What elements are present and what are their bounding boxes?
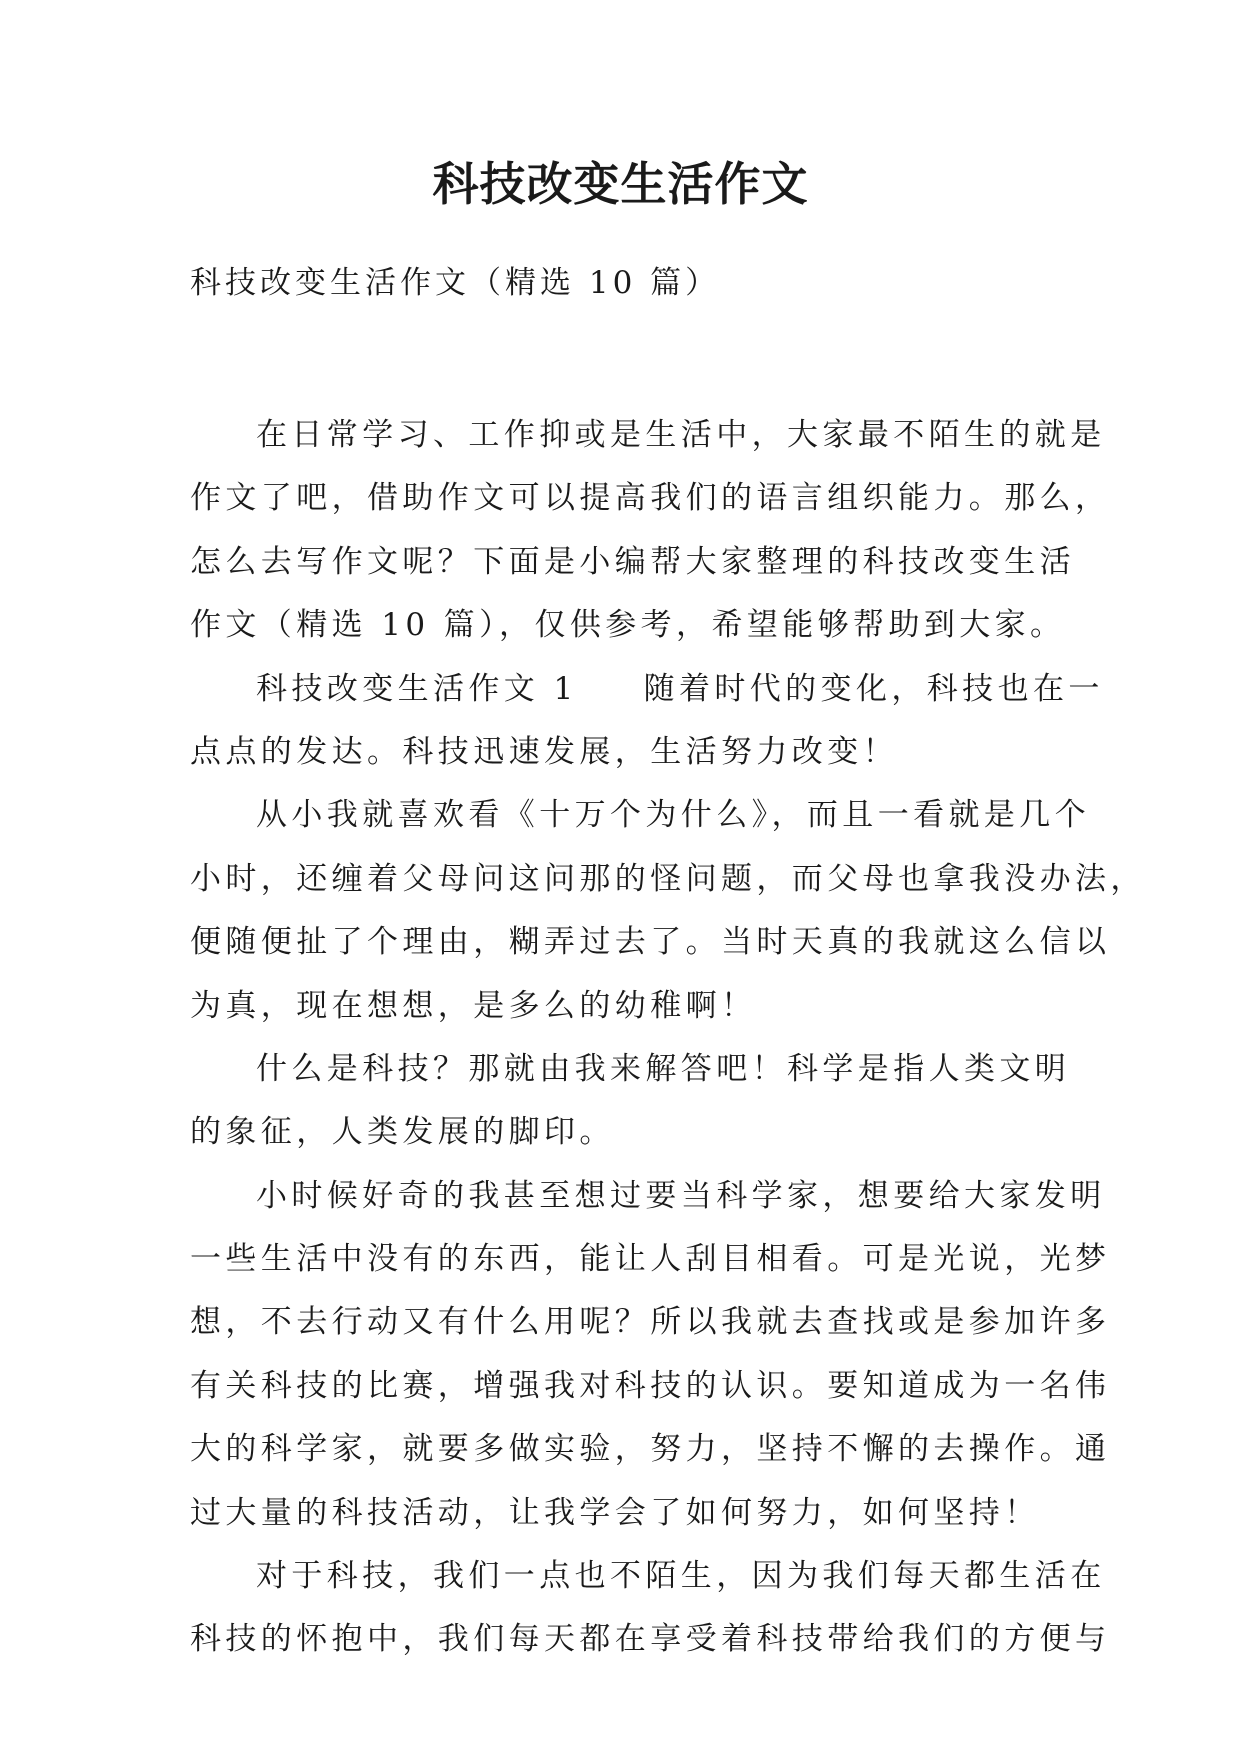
text-line xyxy=(190,1355,1111,1418)
text-line-content: 有关科技的比赛，增强我对科技的认识。要知道成为一名伟 xyxy=(190,1367,1111,1404)
text-line-content: 怎么去写作文呢？下面是小编帮大家整理的科技改变生活 xyxy=(190,543,1075,580)
text-line xyxy=(190,1228,1111,1291)
text-line xyxy=(190,1418,1111,1481)
text-line-content: 为真，现在想想，是多么的幼稚啊！ xyxy=(190,987,757,1024)
text-line xyxy=(190,1482,1065,1545)
text-line-content: 小时，还缠着父母问这问那的怪问题，而父母也拿我没办法， xyxy=(190,860,1146,897)
text-line-content: 作文了吧，借助作文可以提高我们的语言组织能力。那么， xyxy=(190,480,1111,517)
document-subtitle: 科技改变生活作文（精选 10 篇） xyxy=(190,265,721,301)
text-line-content: 随着时代的变化，科技也在一 xyxy=(643,670,1104,707)
text-line xyxy=(190,658,1104,721)
text-line-content: 过大量的科技活动，让我学会了如何努力，如何坚持！ xyxy=(190,1494,1040,1531)
text-line xyxy=(190,911,1111,974)
document-title: 科技改变生活作文 xyxy=(432,157,809,211)
text-line xyxy=(190,1545,1106,1608)
text-line xyxy=(190,404,1106,467)
text-line xyxy=(190,467,1111,530)
text-line-content: 想，不去行动又有什么用呢？所以我就去查找或是参加许多 xyxy=(190,1304,1111,1341)
text-line xyxy=(190,848,1146,911)
text-line-content: 作文（精选 10 篇），仅供参考，希望能够帮助到大家。 xyxy=(190,607,1066,644)
text-line-content: 的象征，人类发展的脚印。 xyxy=(190,1114,615,1151)
text-line xyxy=(190,975,1065,1038)
document-body xyxy=(190,404,1146,1672)
text-line-content: 小时候好奇的我甚至想过要当科学家，想要给大家发明 xyxy=(256,1177,1106,1214)
text-line xyxy=(190,531,1075,594)
text-line xyxy=(190,594,1065,657)
text-line xyxy=(190,721,1065,784)
text-line xyxy=(190,1608,1111,1671)
text-line xyxy=(190,1165,1106,1228)
text-line-content: 从小我就喜欢看《十万个为什么》，而且一看就是几个 xyxy=(256,797,1091,834)
text-line xyxy=(190,1101,1065,1164)
text-line xyxy=(190,784,1091,847)
text-line-content: 在日常学习、工作抑或是生活中，大家最不陌生的就是 xyxy=(256,417,1106,453)
text-line-content: 便随便扯了个理由，糊弄过去了。当时天真的我就这么信以 xyxy=(190,924,1111,961)
text-line-content: 对于科技，我们一点也不陌生，因为我们每天都生活在 xyxy=(256,1558,1106,1595)
text-line-content: 大的科学家，就要多做实验，努力，坚持不懈的去操作。通 xyxy=(190,1431,1111,1468)
text-line-content: 一些生活中没有的东西，能让人刮目相看。可是光说，光梦 xyxy=(190,1241,1111,1278)
text-line-content: 科技改变生活作文 1 xyxy=(256,670,578,707)
text-line-content: 科技的怀抱中，我们每天都在享受着科技带给我们的方便与 xyxy=(190,1621,1111,1658)
text-line-content: 什么是科技？那就由我来解答吧！科学是指人类文明 xyxy=(256,1050,1071,1087)
text-line xyxy=(190,1291,1111,1354)
text-line-content: 点点的发达。科技迅速发展，生活努力改变！ xyxy=(190,733,898,770)
text-line xyxy=(190,1038,1071,1101)
